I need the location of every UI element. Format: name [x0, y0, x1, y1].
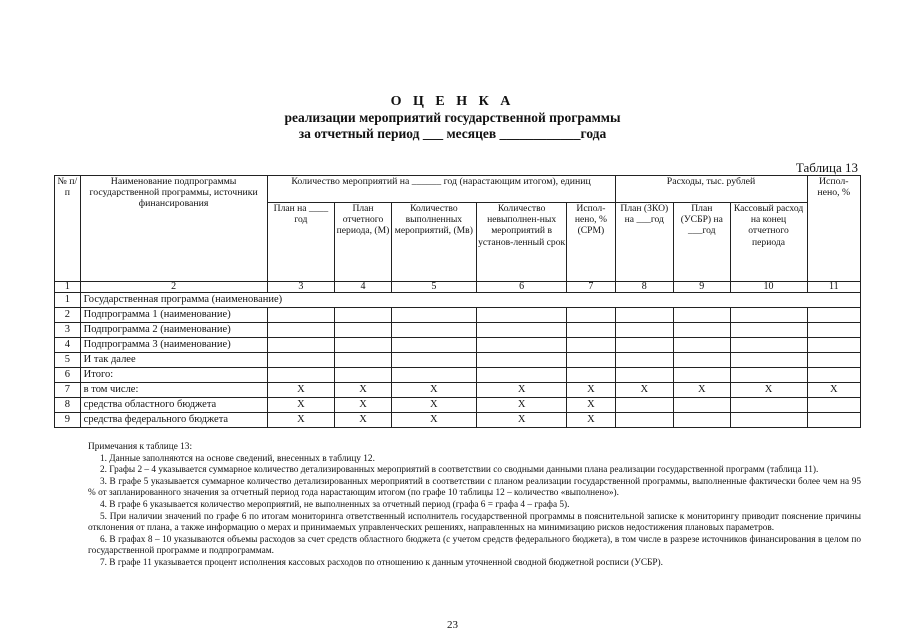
- table-notes: [88, 442, 861, 570]
- row-name: в том числе:: [80, 383, 267, 398]
- column-number: 6: [476, 282, 566, 293]
- header-plan-year: План на ____ год: [267, 203, 335, 282]
- table-cell: [267, 368, 335, 383]
- table-cell: Х: [267, 413, 335, 428]
- table-cell: [567, 338, 615, 353]
- header-plan-usbr: План (УСБР) на ___год: [674, 203, 730, 282]
- table-cell: [391, 323, 476, 338]
- header-not-completed-count: Количество невыполнен-ных мероприятий в установ-ленный срок: [476, 203, 566, 282]
- column-number: 5: [391, 282, 476, 293]
- table-row: [55, 398, 861, 413]
- document-subtitle: реализации мероприятий государственной программы: [284, 110, 621, 125]
- column-number: 10: [730, 282, 807, 293]
- table-cell: [674, 398, 730, 413]
- row-name: средства федерального бюджета: [80, 413, 267, 428]
- row-number: 4: [55, 338, 81, 353]
- table-label: Таблица 13: [795, 160, 858, 175]
- table-cell: [476, 308, 566, 323]
- row-name: Подпрограмма 1 (наименование): [80, 308, 267, 323]
- table-cell: Х: [615, 383, 674, 398]
- table-row: [55, 413, 861, 428]
- table-cell: [567, 353, 615, 368]
- table-cell: [391, 368, 476, 383]
- table-row: [55, 293, 861, 308]
- table-cell: [674, 413, 730, 428]
- table-cell: [615, 323, 674, 338]
- table-cell: Х: [476, 383, 566, 398]
- table-cell: [267, 338, 335, 353]
- header-completed-percent: Испол-нено, % (СРМ): [567, 203, 615, 282]
- table-cell: [335, 338, 391, 353]
- table-cell: Х: [476, 398, 566, 413]
- table-cell: [730, 368, 807, 383]
- column-number: 4: [335, 282, 391, 293]
- table-cell: [476, 368, 566, 383]
- table-cell: [615, 368, 674, 383]
- table-cell: Х: [730, 383, 807, 398]
- document-title: О Ц Е Н К А: [390, 94, 515, 109]
- table-cell: [674, 338, 730, 353]
- table-cell: [267, 308, 335, 323]
- table-cell: [730, 413, 807, 428]
- table-cell: Х: [267, 398, 335, 413]
- table-cell: [674, 323, 730, 338]
- table-cell: [335, 368, 391, 383]
- table-cell: [267, 323, 335, 338]
- table-cell: [615, 338, 674, 353]
- column-number: 11: [807, 282, 860, 293]
- column-number: 1: [55, 282, 81, 293]
- header-cash-expense: Кассовый расход на конец отчетного периода: [730, 203, 807, 282]
- table-cell: [267, 353, 335, 368]
- note-item: 1. Данные заполняются на основе сведений, внесенных в таблицу 12.: [100, 453, 375, 464]
- row-name: средства областного бюджета: [80, 398, 267, 413]
- column-number: 8: [615, 282, 674, 293]
- row-number: 1: [55, 293, 81, 308]
- table-row: [55, 368, 861, 383]
- table-cell: [476, 338, 566, 353]
- column-number: 3: [267, 282, 335, 293]
- row-name: Подпрограмма 2 (наименование): [80, 323, 267, 338]
- table-cell: Х: [335, 398, 391, 413]
- table-cell: Х: [391, 383, 476, 398]
- row-name: Государственная программа (наименование): [80, 293, 860, 308]
- table-cell: Х: [476, 413, 566, 428]
- header-plan-period: План отчетного периода, (М): [335, 203, 391, 282]
- note-item: 4. В графе 6 указывается количество мероприятий, не выполненных за отчетный период (графа 6 = графа 4 – графа 5).: [100, 499, 570, 510]
- reporting-period-line: за отчетный период ___ месяцев ____________года: [298, 126, 607, 141]
- note-item: 7. В графе 11 указывается процент исполнения кассовых расходов по отношению к данным уточненной сводной бюджетной росписи (УСБР).: [100, 557, 663, 568]
- header-executed-percent: Испол-нено, %: [807, 176, 860, 282]
- note-item: 3. В графе 5 указывается суммарное количество детализированных мероприятий в соответствии с планом реализации государственной программы, выполненные фактически более чем на 95 % от запланированного значения за отчетный период года нарастающим итогом (по графе 10 таблицы 12 – количество «выполнено»).: [88, 476, 861, 499]
- table-row: [55, 383, 861, 398]
- table-row: [55, 353, 861, 368]
- table-cell: [335, 308, 391, 323]
- column-number: 2: [80, 282, 267, 293]
- table-cell: [674, 368, 730, 383]
- header-row-number: № п/п: [55, 176, 81, 282]
- table-cell: [730, 353, 807, 368]
- table-cell: Х: [567, 398, 615, 413]
- header-plan-zko: План (ЗКО) на ___год: [615, 203, 674, 282]
- header-name: Наименование подпрограммы государственной программы, источники финансирования: [80, 176, 267, 282]
- table-cell: [476, 353, 566, 368]
- row-number: 9: [55, 413, 81, 428]
- column-number: 7: [567, 282, 615, 293]
- table-cell: Х: [335, 413, 391, 428]
- table-cell: [807, 338, 860, 353]
- table-cell: [807, 353, 860, 368]
- row-number: 7: [55, 383, 81, 398]
- note-item: 6. В графах 8 – 10 указываются объемы расходов за счет средств областного бюджета (с учетом средств федерального бюджета), в том числе в разрезе источников финансирования в целом по государственной программе и подпрограммам.: [88, 534, 861, 557]
- table-cell: [730, 338, 807, 353]
- assessment-table: [54, 175, 861, 428]
- table-cell: [807, 308, 860, 323]
- header-completed-count: Количество выполненных мероприятий, (Мв): [391, 203, 476, 282]
- column-numbers-row: [55, 282, 861, 293]
- table-cell: Х: [674, 383, 730, 398]
- table-cell: Х: [267, 383, 335, 398]
- table-cell: [391, 308, 476, 323]
- header-group-expenses: Расходы, тыс. рублей: [615, 176, 807, 203]
- table-cell: [567, 368, 615, 383]
- table-cell: [391, 353, 476, 368]
- table-row: [55, 308, 861, 323]
- table-cell: [567, 323, 615, 338]
- table-cell: [807, 368, 860, 383]
- row-number: 2: [55, 308, 81, 323]
- table-cell: [674, 353, 730, 368]
- table-cell: [730, 308, 807, 323]
- row-name: Подпрограмма 3 (наименование): [80, 338, 267, 353]
- row-number: 3: [55, 323, 81, 338]
- table-cell: [615, 308, 674, 323]
- note-item: 2. Графы 2 – 4 указывается суммарное количество детализированных мероприятий в соответствии со сводными данными плана реализации государственной программ (таблица 11).: [100, 465, 819, 476]
- row-name: Итого:: [80, 368, 267, 383]
- table-cell: [615, 413, 674, 428]
- table-cell: [730, 398, 807, 413]
- table-cell: [807, 413, 860, 428]
- table-cell: Х: [335, 383, 391, 398]
- row-number: 6: [55, 368, 81, 383]
- table-cell: Х: [807, 383, 860, 398]
- row-number: 5: [55, 353, 81, 368]
- table-cell: [615, 353, 674, 368]
- table-cell: Х: [391, 398, 476, 413]
- table-row: [55, 338, 861, 353]
- table-cell: [335, 353, 391, 368]
- row-number: 8: [55, 398, 81, 413]
- table-cell: [807, 398, 860, 413]
- column-number: 9: [674, 282, 730, 293]
- row-name: И так далее: [80, 353, 267, 368]
- table-cell: Х: [567, 413, 615, 428]
- header-group-quantity: Количество мероприятий на ______ год (нарастающим итогом), единиц: [267, 176, 615, 203]
- table-cell: [391, 338, 476, 353]
- notes-heading: Примечания к таблице 13:: [88, 442, 193, 452]
- table-cell: [674, 308, 730, 323]
- table-cell: [567, 308, 615, 323]
- document-title-block: [0, 93, 905, 142]
- table-cell: [730, 323, 807, 338]
- table-cell: Х: [391, 413, 476, 428]
- table-cell: Х: [567, 383, 615, 398]
- note-item: 5. При наличии значений по графе 6 по итогам мониторинга ответственный исполнитель государственной программы в пояснительной записке к мониторингу приводит пояснение причины отклонения от плана, а также информацию о мерах и принимаемых управленческих решениях, направленных на минимизацию рисков недостижения плановых параметров.: [88, 511, 861, 534]
- page-number: 23: [447, 619, 458, 631]
- table-cell: [476, 323, 566, 338]
- table-cell: [615, 398, 674, 413]
- table-row: [55, 323, 861, 338]
- table-cell: [807, 323, 860, 338]
- table-cell: [335, 323, 391, 338]
